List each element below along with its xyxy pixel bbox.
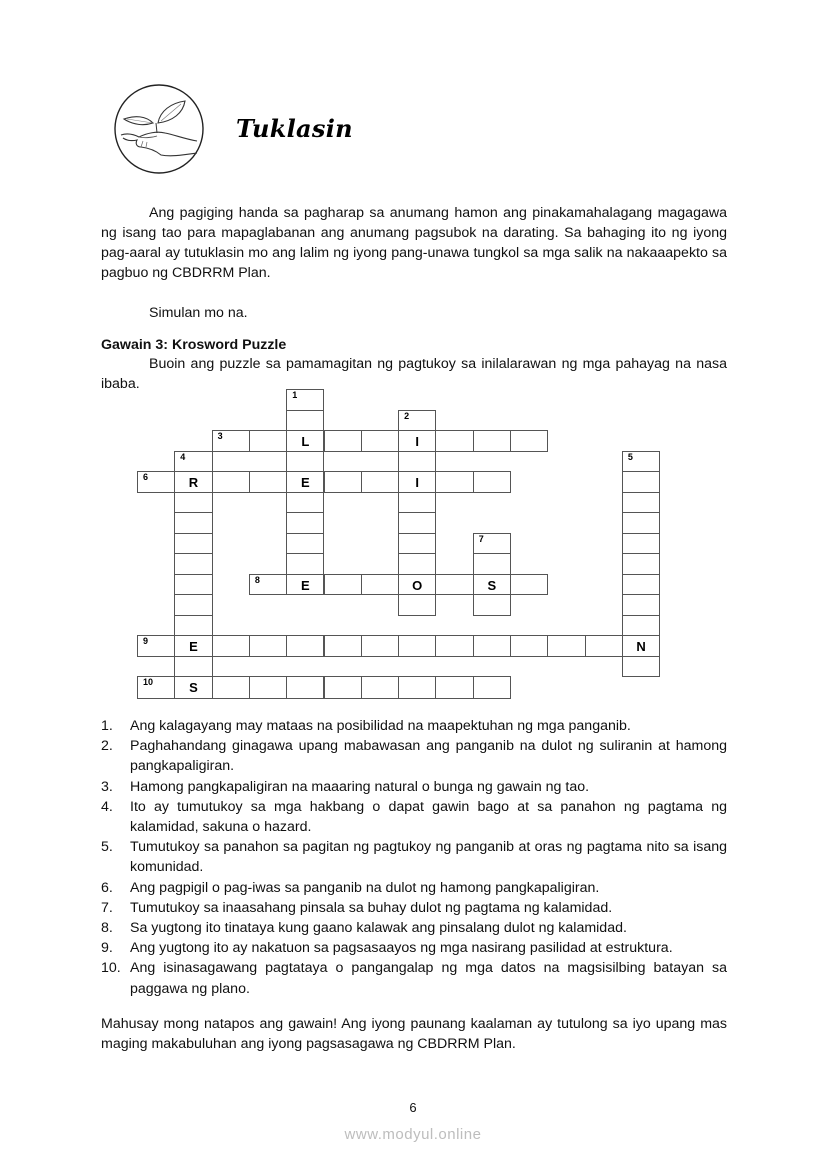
crossword-cell[interactable]: [473, 574, 511, 596]
crossword-cell[interactable]: [510, 635, 548, 657]
clue-number: 4: [180, 451, 186, 462]
clue-item: [101, 958, 727, 998]
clue-item-number: 4.: [101, 798, 113, 815]
clue-item-text: Tumutukoy sa panahon sa pagitan ng pagtukoy ng panganib at oras ng pagtama nito sa isang komunidad.: [130, 839, 727, 876]
crossword-cell[interactable]: [361, 430, 399, 452]
crossword-cell[interactable]: [473, 676, 511, 699]
clue-item-number: 1.: [101, 718, 113, 734]
clue-item: [101, 797, 727, 837]
crossword-cell[interactable]: [361, 471, 399, 493]
clue-item-number: 3.: [101, 778, 113, 795]
crossword-cell[interactable]: [622, 553, 660, 575]
start-text: Simulan mo na.: [149, 305, 248, 321]
clue-item: [101, 777, 727, 797]
clue-number: 6: [143, 472, 149, 482]
given-letter: R: [188, 475, 199, 490]
crossword-cell[interactable]: [398, 492, 436, 514]
instructions-text: Buoin ang puzzle sa pamamagitan ng pagtukoy sa inilalarawan ng mga pahayag na nasa ibaba.: [101, 356, 727, 392]
crossword-cell[interactable]: [398, 553, 436, 575]
crossword-cell[interactable]: [324, 676, 362, 699]
crossword-cell[interactable]: [473, 635, 511, 657]
crossword-cell[interactable]: [324, 574, 362, 596]
crossword-cell[interactable]: [174, 471, 212, 493]
crossword-cell[interactable]: [398, 471, 436, 493]
clue-item-text: Paghahandang ginagawa upang mabawasan ang panganib na dulot ng suliranin at hamong pangkapaligiran.: [130, 738, 727, 775]
crossword-cell[interactable]: [473, 553, 511, 575]
crossword-cell[interactable]: [622, 656, 660, 678]
crossword-cell[interactable]: [510, 430, 548, 452]
clue-item-number: 5.: [101, 839, 113, 856]
clue-item-text: Ang isinasagawang pagtataya o pangangalap ng mga datos na magsisilbing batayan sa paggawa ng plano.: [130, 960, 727, 997]
crossword-cell[interactable]: [174, 656, 212, 678]
crossword-cell[interactable]: [398, 635, 436, 657]
crossword-cell[interactable]: [286, 492, 324, 514]
given-letter: E: [189, 639, 198, 654]
closing-paragraph: Mahusay mong natapos ang gawain! Ang iyong paunang kaalaman ay tutulong sa iyo upang mas maging makabuluhan ang iyong pagsasagawa ng CBDRRM Plan.: [101, 1016, 727, 1052]
crossword-cell[interactable]: [212, 676, 250, 699]
crossword-cell[interactable]: [510, 574, 548, 596]
crossword-cell[interactable]: [622, 492, 660, 514]
clue-item-number: 9.: [101, 940, 113, 957]
given-letter: I: [415, 475, 420, 490]
activity-title: Gawain 3: Krosword Puzzle: [101, 337, 287, 353]
clue-number: 7: [478, 533, 484, 544]
crossword-cell[interactable]: [174, 594, 212, 616]
crossword-cell[interactable]: [435, 635, 473, 657]
crossword-cell[interactable]: [174, 512, 212, 534]
crossword-cell[interactable]: [622, 635, 660, 657]
crossword-cell[interactable]: [286, 471, 324, 493]
crossword-cell[interactable]: [174, 574, 212, 596]
clue-item-number: 7.: [101, 899, 113, 916]
crossword-cell[interactable]: [622, 594, 660, 616]
crossword-cell[interactable]: [622, 533, 660, 555]
clue-item-text: Ang kalagayang may mataas na posibilidad na maapektuhan ng mga panganib.: [130, 718, 631, 734]
crossword-cell[interactable]: [361, 676, 399, 699]
crossword-cell[interactable]: [398, 430, 436, 452]
crossword-cell[interactable]: [398, 512, 436, 534]
crossword-cell[interactable]: [249, 635, 287, 657]
clue-number: 1: [292, 390, 298, 400]
section-title: Tuklasin: [236, 114, 353, 143]
crossword-cell[interactable]: [212, 430, 250, 452]
crossword-cell[interactable]: [585, 635, 623, 657]
crossword-cell[interactable]: [324, 635, 362, 657]
crossword-cell[interactable]: [174, 451, 212, 473]
crossword-cell[interactable]: [435, 676, 473, 699]
given-letter: I: [415, 434, 420, 449]
crossword-cell[interactable]: [286, 635, 324, 657]
crossword-cell[interactable]: [286, 553, 324, 575]
crossword-cell[interactable]: [398, 574, 436, 596]
crossword-cell[interactable]: [398, 594, 436, 616]
crossword-cell[interactable]: [435, 471, 473, 493]
crossword-cell[interactable]: [286, 410, 324, 432]
crossword-cell[interactable]: [324, 430, 362, 452]
clue-number: 5: [627, 451, 633, 462]
crossword-cell[interactable]: [249, 574, 287, 596]
crossword-cell[interactable]: [249, 471, 287, 493]
crossword-cell[interactable]: [473, 430, 511, 452]
crossword-cell[interactable]: [174, 615, 212, 637]
start-line: [101, 303, 727, 323]
page-number: 6: [409, 1100, 417, 1115]
clue-item-text: Ang pagpigil o pag-iwas sa panganib na dulot ng hamong pangkapaligiran.: [130, 879, 600, 896]
crossword-cell[interactable]: [137, 676, 175, 699]
given-letter: N: [636, 639, 646, 654]
clue-item: [101, 898, 727, 918]
clue-number: 8: [254, 574, 260, 585]
clue-list: [101, 716, 727, 999]
crossword-cell[interactable]: [361, 635, 399, 657]
clue-number: 10: [143, 677, 154, 687]
crossword-cell[interactable]: [622, 451, 660, 473]
crossword-cell[interactable]: [249, 430, 287, 452]
clue-item-number: 10.: [101, 960, 121, 977]
crossword-cell[interactable]: [286, 389, 324, 411]
crossword-cell[interactable]: [547, 635, 585, 657]
crossword-cell[interactable]: [286, 533, 324, 555]
intro-text: Ang pagiging handa sa pagharap sa anumang hamon ang pinakamahalagang magagawa ng isang tao para mapaglabanan ang anumang pagsubok na darating. Sa bahaging ito ng iyong pag-aaral ay tutuklasin mo ang lalim ng iyong pang-unawa tungkol sa mga salik na nakaaapekto sa pagbuo ng CBDRRM Plan.: [101, 205, 727, 281]
crossword-cell[interactable]: [286, 430, 324, 452]
crossword-cell[interactable]: [398, 410, 436, 432]
crossword-cell[interactable]: [137, 635, 175, 657]
clue-item-number: 2.: [101, 738, 113, 755]
watermark: www.modyul.online: [344, 1126, 482, 1143]
crossword-cell[interactable]: [398, 451, 436, 473]
clue-number: 9: [143, 636, 149, 646]
given-letter: O: [412, 577, 423, 593]
crossword-cell[interactable]: [622, 512, 660, 534]
clue-item-text: Ito ay tumutukoy sa mga hakbang o dapat gawin bago at sa panahon ng pagtama ng kalamidad, sakuna o hazard.: [130, 798, 727, 836]
crossword-cell[interactable]: [286, 574, 324, 596]
given-letter: L: [301, 434, 310, 449]
clue-item-text: Ang yugtong ito ay nakatuon sa pagsasaayos ng mga nasirang pasilidad at estruktura.: [130, 940, 673, 957]
clue-item-text: Sa yugtong ito tinataya kung gaano kalawak ang pinsalang dulot ng kalamidad.: [130, 920, 627, 937]
clue-item: [101, 878, 727, 898]
activity-instructions: [101, 354, 727, 394]
crossword-cell[interactable]: [249, 676, 287, 699]
clue-item: [101, 918, 727, 938]
clue-item-text: Tumutukoy sa inaasahang pinsala sa buhay dulot ng pagtama ng kalamidad.: [130, 899, 613, 916]
crossword-cell[interactable]: [622, 471, 660, 493]
crossword-cell[interactable]: [212, 471, 250, 493]
clue-number: 2: [404, 410, 410, 421]
crossword-cell[interactable]: [473, 471, 511, 493]
hands-holding-seedling-icon: [113, 83, 205, 175]
clue-item: [101, 938, 727, 958]
crossword-cell[interactable]: [622, 574, 660, 596]
intro-paragraph: [101, 203, 727, 283]
crossword-cell[interactable]: [212, 635, 250, 657]
crossword-cell[interactable]: [174, 533, 212, 555]
crossword-cell[interactable]: [398, 676, 436, 699]
clue-item: [101, 837, 727, 877]
crossword-cell[interactable]: [324, 471, 362, 493]
clue-item-number: 6.: [101, 879, 113, 896]
clue-item-text: Hamong pangkapaligiran na maaaring natural o bunga ng gawain ng tao.: [130, 778, 590, 795]
crossword-cell[interactable]: [435, 574, 473, 596]
crossword-cell[interactable]: [435, 430, 473, 452]
crossword-cell[interactable]: [473, 594, 511, 616]
given-letter: E: [301, 577, 310, 593]
crossword-cell[interactable]: [473, 533, 511, 555]
given-letter: E: [301, 475, 310, 490]
given-letter: S: [487, 577, 497, 593]
clue-item: [101, 736, 727, 776]
crossword-cell[interactable]: [174, 553, 212, 575]
crossword-cell[interactable]: [398, 533, 436, 555]
crossword-cell[interactable]: [622, 615, 660, 637]
crossword-cell[interactable]: [174, 635, 212, 657]
clue-item: [101, 716, 727, 736]
clue-number: 3: [217, 431, 223, 441]
crossword-cell[interactable]: [174, 492, 212, 514]
crossword-grid: [137, 389, 659, 700]
crossword-cell[interactable]: [137, 471, 175, 493]
crossword-cell[interactable]: [286, 512, 324, 534]
crossword-cell[interactable]: [174, 676, 212, 699]
crossword-cell[interactable]: [361, 574, 399, 596]
crossword-cell[interactable]: [286, 676, 324, 699]
crossword-cell[interactable]: [286, 451, 324, 473]
clue-item-number: 8.: [101, 920, 113, 937]
given-letter: S: [189, 680, 198, 695]
